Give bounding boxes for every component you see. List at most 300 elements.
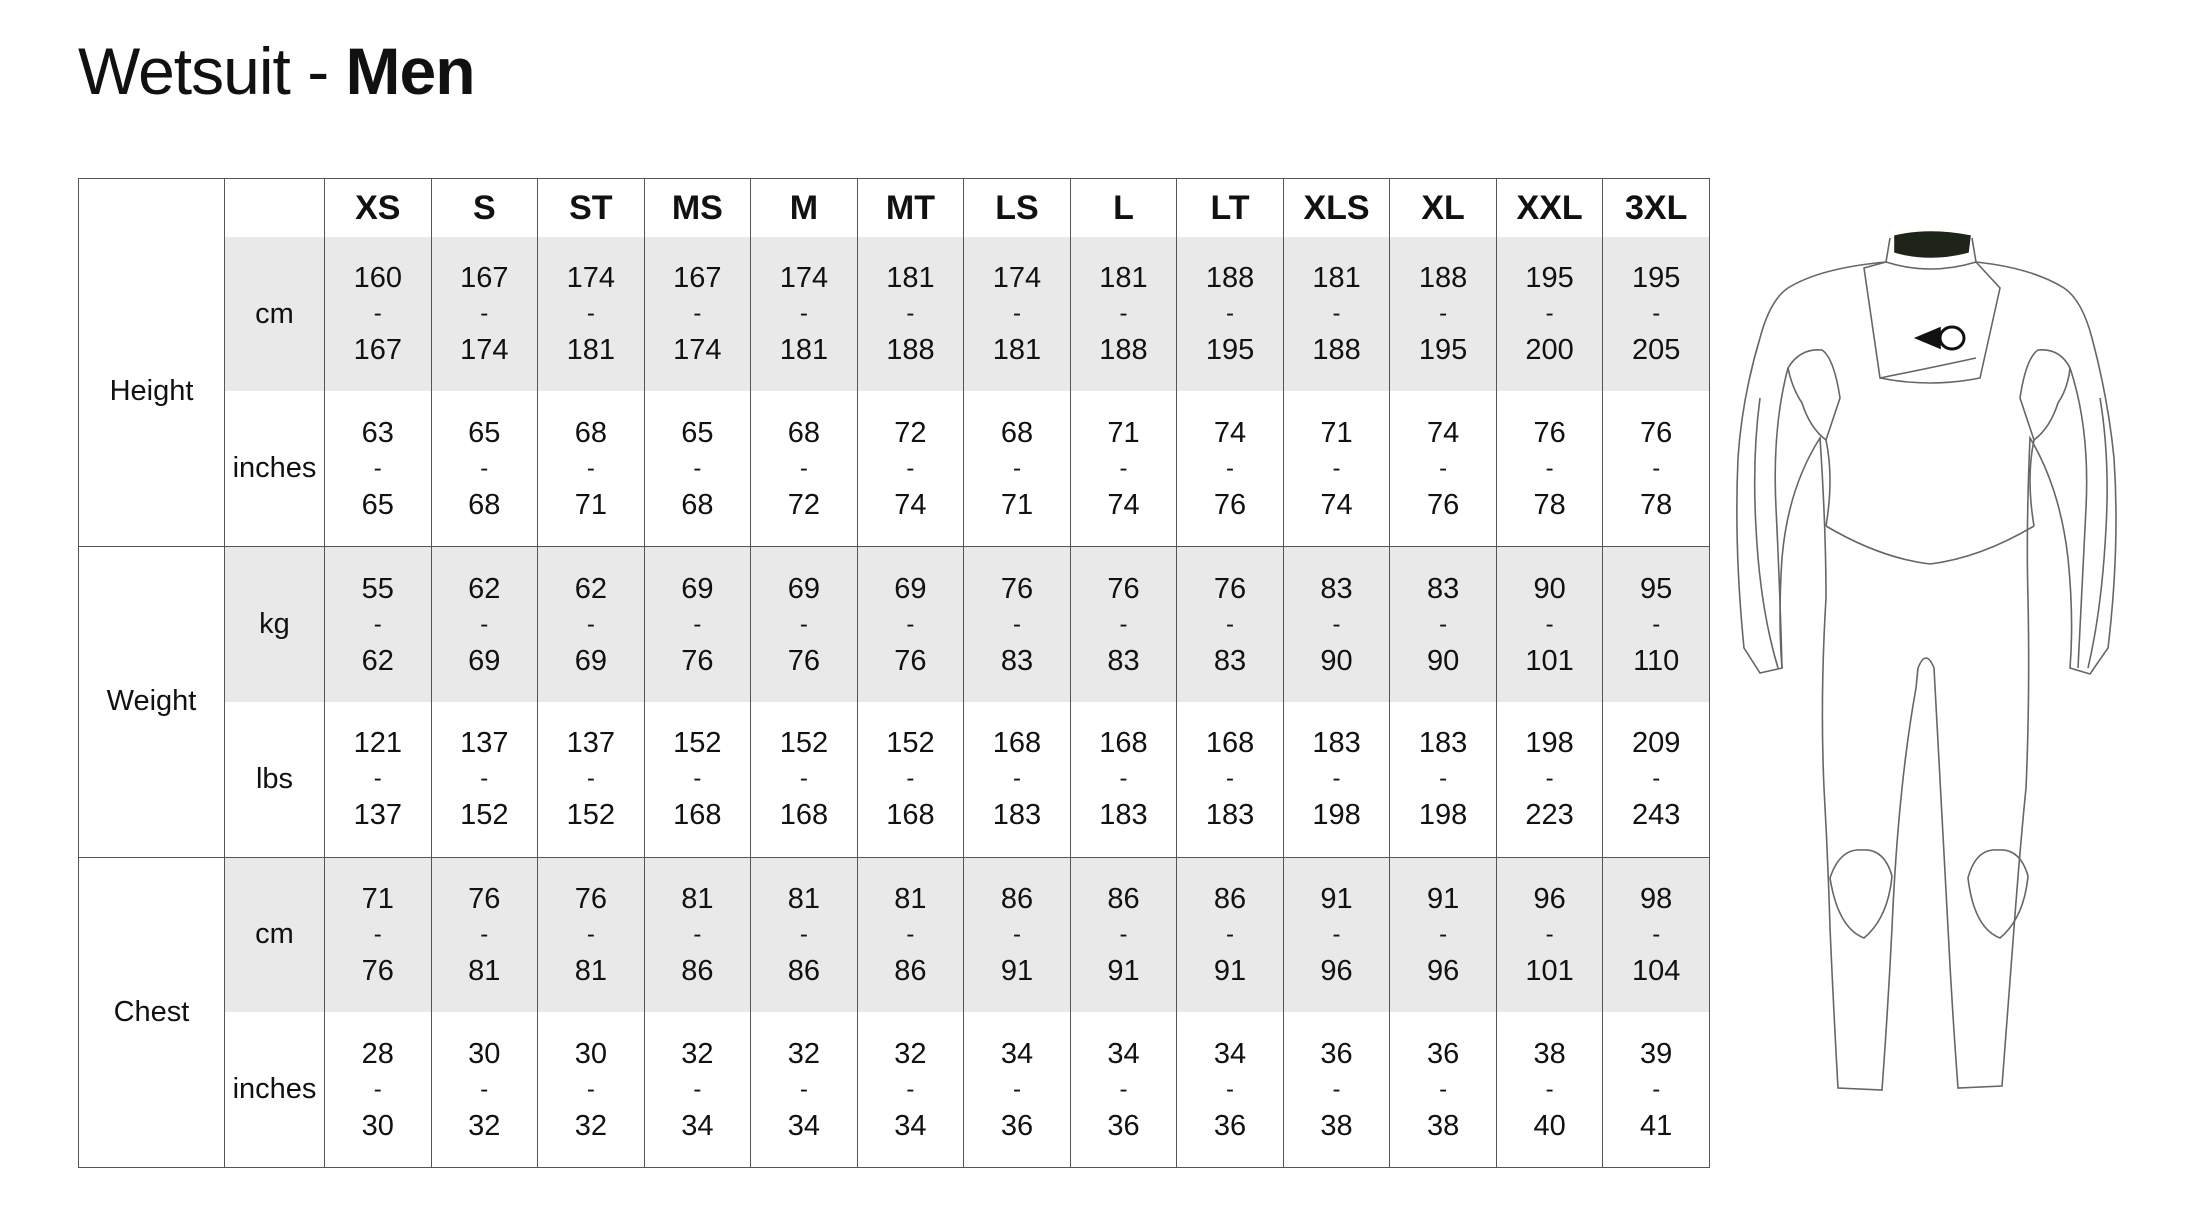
range-separator: - — [373, 454, 382, 482]
size-header-mt: MT — [857, 179, 964, 238]
range-min: 76 — [1000, 572, 1034, 605]
size-range-cell — [857, 547, 964, 702]
range-separator: - — [1332, 454, 1341, 482]
range-separator: - — [586, 610, 595, 638]
range-separator: - — [373, 1075, 382, 1103]
range-min: 65 — [681, 416, 714, 449]
size-range-cell — [751, 857, 858, 1012]
size-range-cell — [751, 702, 858, 857]
size-header-3xl: 3XL — [1603, 179, 1710, 238]
range-min: 32 — [681, 1037, 714, 1070]
table-row — [79, 857, 1710, 1012]
range-separator: - — [1012, 765, 1021, 793]
size-range-cell — [1603, 391, 1710, 546]
range-max: 96 — [1320, 954, 1353, 987]
range-separator: - — [1652, 1075, 1661, 1103]
range-min: 71 — [361, 882, 394, 915]
range-max: 36 — [1000, 1109, 1034, 1142]
size-range-cell — [1177, 1012, 1284, 1167]
size-header-ls: LS — [964, 179, 1071, 238]
size-range-cell — [964, 237, 1071, 391]
range-max: 183 — [1099, 799, 1148, 832]
range-max: 183 — [992, 799, 1042, 832]
range-max: 36 — [1213, 1109, 1247, 1142]
range-max: 76 — [894, 644, 927, 677]
range-separator: - — [1545, 1075, 1554, 1103]
size-range-cell — [1070, 702, 1177, 857]
range-separator: - — [906, 454, 915, 482]
range-max: 174 — [460, 334, 509, 367]
size-range-cell — [644, 391, 751, 546]
range-min: 34 — [1000, 1037, 1034, 1070]
range-separator: - — [586, 454, 595, 482]
range-max: 90 — [1426, 644, 1460, 677]
range-max: 36 — [1107, 1109, 1140, 1142]
size-range-cell — [1603, 547, 1710, 702]
range-min: 28 — [361, 1037, 394, 1070]
range-separator: - — [1012, 610, 1021, 638]
range-min: 91 — [1320, 882, 1353, 915]
range-max: 32 — [574, 1109, 607, 1142]
range-separator: - — [1119, 920, 1128, 948]
range-separator: - — [799, 920, 808, 948]
range-min: 167 — [673, 262, 722, 295]
range-max: 38 — [1426, 1109, 1460, 1142]
left-shoulder-insert — [1788, 350, 1840, 440]
size-range-cell — [1177, 237, 1284, 391]
range-max: 74 — [1107, 488, 1140, 521]
left-arm-panel — [1755, 368, 1788, 668]
range-min: 152 — [779, 727, 829, 760]
range-max: 168 — [673, 799, 722, 832]
side-seam-left — [1826, 440, 1830, 526]
range-separator: - — [373, 765, 382, 793]
range-separator: - — [1226, 454, 1235, 482]
range-min: 74 — [1426, 416, 1460, 449]
range-max: 86 — [787, 954, 821, 987]
range-separator: - — [1119, 300, 1128, 328]
range-min: 81 — [894, 882, 927, 915]
range-min: 174 — [566, 262, 616, 295]
range-min: 81 — [681, 882, 714, 915]
size-range-cell — [644, 857, 751, 1012]
range-separator: - — [693, 300, 702, 328]
size-range-cell — [964, 1012, 1071, 1167]
size-range-cell — [538, 702, 645, 857]
range-min: 74 — [1213, 416, 1247, 449]
range-max: 62 — [361, 644, 394, 677]
range-min: 181 — [1099, 262, 1148, 295]
size-range-cell — [1283, 547, 1390, 702]
range-min: 183 — [1418, 727, 1468, 760]
range-separator: - — [480, 920, 489, 948]
range-min: 96 — [1533, 882, 1566, 915]
table-row — [79, 547, 1710, 702]
range-max: 78 — [1533, 488, 1566, 521]
range-min: 86 — [1000, 882, 1034, 915]
side-seam-right — [2030, 440, 2034, 526]
range-separator: - — [1652, 454, 1661, 482]
size-range-cell — [751, 1012, 858, 1167]
range-max: 91 — [1213, 954, 1247, 987]
range-min: 181 — [886, 262, 935, 295]
range-min: 76 — [468, 882, 501, 915]
range-max: 68 — [681, 488, 714, 521]
size-range-cell — [1070, 1012, 1177, 1167]
size-range-cell — [431, 391, 538, 546]
range-max: 74 — [894, 488, 927, 521]
size-range-cell — [1496, 857, 1603, 1012]
range-min: 62 — [468, 572, 501, 605]
range-min: 69 — [787, 572, 821, 605]
range-min: 71 — [1107, 416, 1140, 449]
size-range-cell — [751, 237, 858, 391]
range-max: 81 — [574, 954, 607, 987]
range-separator: - — [373, 920, 382, 948]
table-row — [79, 237, 1710, 391]
range-max: 69 — [574, 644, 607, 677]
size-header-ms: MS — [644, 179, 751, 238]
title-prefix: Wetsuit - — [78, 34, 346, 108]
range-min: 63 — [361, 416, 394, 449]
range-separator: - — [1439, 610, 1448, 638]
size-range-cell — [325, 391, 432, 546]
size-range-cell — [857, 1012, 964, 1167]
range-min: 76 — [1533, 416, 1566, 449]
range-min: 168 — [992, 727, 1042, 760]
row-group-weight: Weight — [79, 547, 225, 857]
range-separator: - — [480, 300, 489, 328]
unit-label: inches — [225, 391, 325, 546]
range-separator: - — [799, 1075, 808, 1103]
range-max: 34 — [787, 1109, 821, 1142]
range-max: 198 — [1312, 799, 1361, 832]
range-separator: - — [480, 610, 489, 638]
range-min: 91 — [1426, 882, 1460, 915]
range-max: 90 — [1320, 644, 1353, 677]
table-row — [79, 702, 1710, 857]
size-header-m: M — [751, 179, 858, 238]
title-gender: Men — [345, 34, 475, 108]
range-separator: - — [1226, 765, 1235, 793]
range-max: 68 — [468, 488, 501, 521]
size-range-cell — [1283, 857, 1390, 1012]
size-range-cell — [1496, 547, 1603, 702]
range-min: 198 — [1525, 727, 1574, 760]
range-max: 181 — [992, 334, 1042, 367]
range-separator: - — [586, 300, 595, 328]
range-separator: - — [1332, 765, 1341, 793]
unit-label: lbs — [225, 702, 325, 857]
range-max: 74 — [1320, 488, 1353, 521]
table-row — [79, 391, 1710, 546]
size-range-cell — [1603, 857, 1710, 1012]
range-max: 152 — [460, 799, 509, 832]
range-separator: - — [1226, 300, 1235, 328]
size-range-cell — [431, 702, 538, 857]
range-min: 181 — [1312, 262, 1361, 295]
range-max: 38 — [1320, 1109, 1353, 1142]
range-max: 83 — [1000, 644, 1034, 677]
range-max: 174 — [673, 334, 722, 367]
range-max: 34 — [894, 1109, 927, 1142]
size-range-cell — [1283, 391, 1390, 546]
range-max: 188 — [1099, 334, 1148, 367]
size-range-cell — [1603, 237, 1710, 391]
size-header-st: ST — [538, 179, 645, 238]
range-separator: - — [799, 610, 808, 638]
size-range-cell — [431, 547, 538, 702]
size-range-cell — [1390, 857, 1497, 1012]
range-separator: - — [586, 765, 595, 793]
size-range-cell — [1177, 702, 1284, 857]
range-separator: - — [1652, 300, 1661, 328]
range-max: 223 — [1525, 799, 1574, 832]
size-range-cell — [751, 391, 858, 546]
size-header-xs: XS — [325, 179, 432, 238]
size-header-xls: XLS — [1283, 179, 1390, 238]
range-min: 183 — [1312, 727, 1361, 760]
range-max: 41 — [1640, 1109, 1673, 1142]
range-min: 55 — [361, 572, 394, 605]
size-range-cell — [1177, 857, 1284, 1012]
size-range-cell — [1070, 547, 1177, 702]
range-max: 91 — [1107, 954, 1140, 987]
range-min: 30 — [574, 1037, 607, 1070]
size-range-cell — [538, 391, 645, 546]
range-min: 65 — [468, 416, 501, 449]
size-range-cell — [538, 547, 645, 702]
right-shoulder-insert — [2020, 350, 2070, 440]
range-separator: - — [906, 300, 915, 328]
range-separator: - — [1439, 765, 1448, 793]
range-separator: - — [1119, 1075, 1128, 1103]
size-range-cell — [1603, 702, 1710, 857]
range-min: 86 — [1107, 882, 1140, 915]
size-header-row — [79, 179, 1710, 238]
range-separator: - — [1332, 1075, 1341, 1103]
range-separator: - — [1439, 920, 1448, 948]
size-range-cell — [751, 547, 858, 702]
range-separator: - — [373, 300, 382, 328]
range-max: 81 — [468, 954, 501, 987]
range-max: 101 — [1525, 954, 1574, 987]
size-range-cell — [1070, 857, 1177, 1012]
range-separator: - — [1012, 920, 1021, 948]
range-max: 69 — [468, 644, 501, 677]
range-separator: - — [906, 610, 915, 638]
size-range-cell — [431, 857, 538, 1012]
range-separator: - — [1119, 765, 1128, 793]
size-range-cell — [857, 702, 964, 857]
size-range-cell — [538, 857, 645, 1012]
size-range-cell — [1390, 391, 1497, 546]
range-min: 137 — [460, 727, 509, 760]
range-max: 205 — [1631, 334, 1681, 367]
size-header-xl: XL — [1390, 179, 1497, 238]
range-max: 152 — [566, 799, 616, 832]
range-max: 167 — [353, 334, 402, 367]
range-separator: - — [1545, 300, 1554, 328]
waist-panel — [1826, 526, 2034, 564]
size-range-cell — [857, 391, 964, 546]
size-range-cell — [964, 547, 1071, 702]
range-min: 137 — [566, 727, 616, 760]
range-separator: - — [799, 300, 808, 328]
size-range-cell — [431, 1012, 538, 1167]
range-min: 76 — [1107, 572, 1140, 605]
header-corner — [79, 179, 225, 238]
range-separator: - — [1439, 454, 1448, 482]
range-min: 168 — [1099, 727, 1148, 760]
size-chart-body — [79, 237, 1710, 1168]
range-max: 76 — [681, 644, 714, 677]
range-max: 76 — [1426, 488, 1460, 521]
range-separator: - — [1652, 765, 1661, 793]
range-min: 209 — [1631, 727, 1681, 760]
range-max: 86 — [681, 954, 714, 987]
right-arm-panel — [2070, 368, 2107, 668]
size-range-cell — [1390, 237, 1497, 391]
range-min: 36 — [1320, 1037, 1353, 1070]
size-range-cell — [538, 1012, 645, 1167]
range-max: 72 — [787, 488, 821, 521]
range-separator: - — [1439, 300, 1448, 328]
range-separator: - — [1012, 1075, 1021, 1103]
unit-label: kg — [225, 547, 325, 702]
range-max: 168 — [779, 799, 829, 832]
range-max: 34 — [681, 1109, 714, 1142]
range-separator: - — [586, 1075, 595, 1103]
range-separator: - — [693, 610, 702, 638]
range-min: 152 — [886, 727, 935, 760]
range-min: 152 — [673, 727, 722, 760]
range-separator: - — [1652, 920, 1661, 948]
range-separator: - — [693, 454, 702, 482]
range-max: 200 — [1525, 334, 1574, 367]
range-max: 198 — [1418, 799, 1468, 832]
range-max: 181 — [566, 334, 616, 367]
range-separator: - — [693, 920, 702, 948]
size-range-cell — [1390, 702, 1497, 857]
size-range-cell — [325, 702, 432, 857]
range-max: 181 — [779, 334, 829, 367]
size-range-cell — [1390, 1012, 1497, 1167]
range-min: 195 — [1525, 262, 1574, 295]
range-min: 167 — [460, 262, 509, 295]
range-separator: - — [1226, 920, 1235, 948]
range-min: 69 — [681, 572, 714, 605]
range-min: 98 — [1640, 882, 1673, 915]
chest-zip — [1880, 358, 1976, 378]
range-separator: - — [1439, 1075, 1448, 1103]
range-min: 83 — [1320, 572, 1353, 605]
size-range-cell — [644, 547, 751, 702]
range-max: 183 — [1205, 799, 1255, 832]
range-min: 76 — [1640, 416, 1673, 449]
range-min: 95 — [1640, 572, 1673, 605]
range-separator: - — [1545, 610, 1554, 638]
range-max: 168 — [886, 799, 935, 832]
size-chart-table — [78, 178, 1710, 1168]
range-min: 32 — [787, 1037, 821, 1070]
range-min: 71 — [1320, 416, 1353, 449]
table-row — [79, 1012, 1710, 1167]
unit-label: cm — [225, 857, 325, 1012]
range-min: 86 — [1213, 882, 1247, 915]
range-max: 110 — [1633, 644, 1680, 677]
range-separator: - — [480, 765, 489, 793]
size-range-cell — [1390, 547, 1497, 702]
size-header-xxl: XXL — [1496, 179, 1603, 238]
size-range-cell — [1177, 391, 1284, 546]
left-knee-pad — [1830, 850, 1892, 938]
size-range-cell — [964, 857, 1071, 1012]
range-separator: - — [1012, 454, 1021, 482]
range-max: 104 — [1631, 954, 1681, 987]
size-range-cell — [538, 237, 645, 391]
range-separator: - — [1545, 765, 1554, 793]
range-max: 96 — [1426, 954, 1460, 987]
size-range-cell — [857, 857, 964, 1012]
range-max: 86 — [894, 954, 927, 987]
range-separator: - — [1119, 610, 1128, 638]
range-min: 160 — [353, 262, 402, 295]
range-min: 72 — [894, 416, 927, 449]
range-separator: - — [1226, 610, 1235, 638]
range-min: 90 — [1533, 572, 1566, 605]
size-range-cell — [1177, 547, 1284, 702]
range-max: 76 — [1213, 488, 1247, 521]
size-range-cell — [431, 237, 538, 391]
range-max: 83 — [1107, 644, 1140, 677]
range-separator: - — [1545, 454, 1554, 482]
size-range-cell — [644, 702, 751, 857]
range-min: 168 — [1205, 727, 1255, 760]
size-range-cell — [644, 237, 751, 391]
range-separator: - — [1545, 920, 1554, 948]
size-range-cell — [1496, 391, 1603, 546]
range-min: 38 — [1533, 1037, 1566, 1070]
size-range-cell — [325, 857, 432, 1012]
size-range-cell — [1283, 1012, 1390, 1167]
size-range-cell — [857, 237, 964, 391]
range-min: 174 — [992, 262, 1042, 295]
range-separator: - — [799, 765, 808, 793]
range-max: 91 — [1000, 954, 1034, 987]
range-min: 81 — [787, 882, 821, 915]
range-separator: - — [799, 454, 808, 482]
size-range-cell — [1070, 237, 1177, 391]
range-max: 71 — [574, 488, 607, 521]
wetsuit-front-icon — [1730, 228, 2160, 1108]
range-max: 137 — [353, 799, 402, 832]
row-group-chest: Chest — [79, 857, 225, 1167]
range-min: 30 — [468, 1037, 501, 1070]
size-range-cell — [1496, 702, 1603, 857]
range-separator: - — [1332, 920, 1341, 948]
range-min: 174 — [779, 262, 829, 295]
range-max: 243 — [1631, 799, 1681, 832]
size-range-cell — [644, 1012, 751, 1167]
range-separator: - — [1012, 300, 1021, 328]
range-max: 78 — [1640, 488, 1673, 521]
range-min: 34 — [1213, 1037, 1247, 1070]
range-separator: - — [480, 1075, 489, 1103]
size-range-cell — [325, 237, 432, 391]
unit-label: inches — [225, 1012, 325, 1167]
range-min: 39 — [1640, 1037, 1673, 1070]
